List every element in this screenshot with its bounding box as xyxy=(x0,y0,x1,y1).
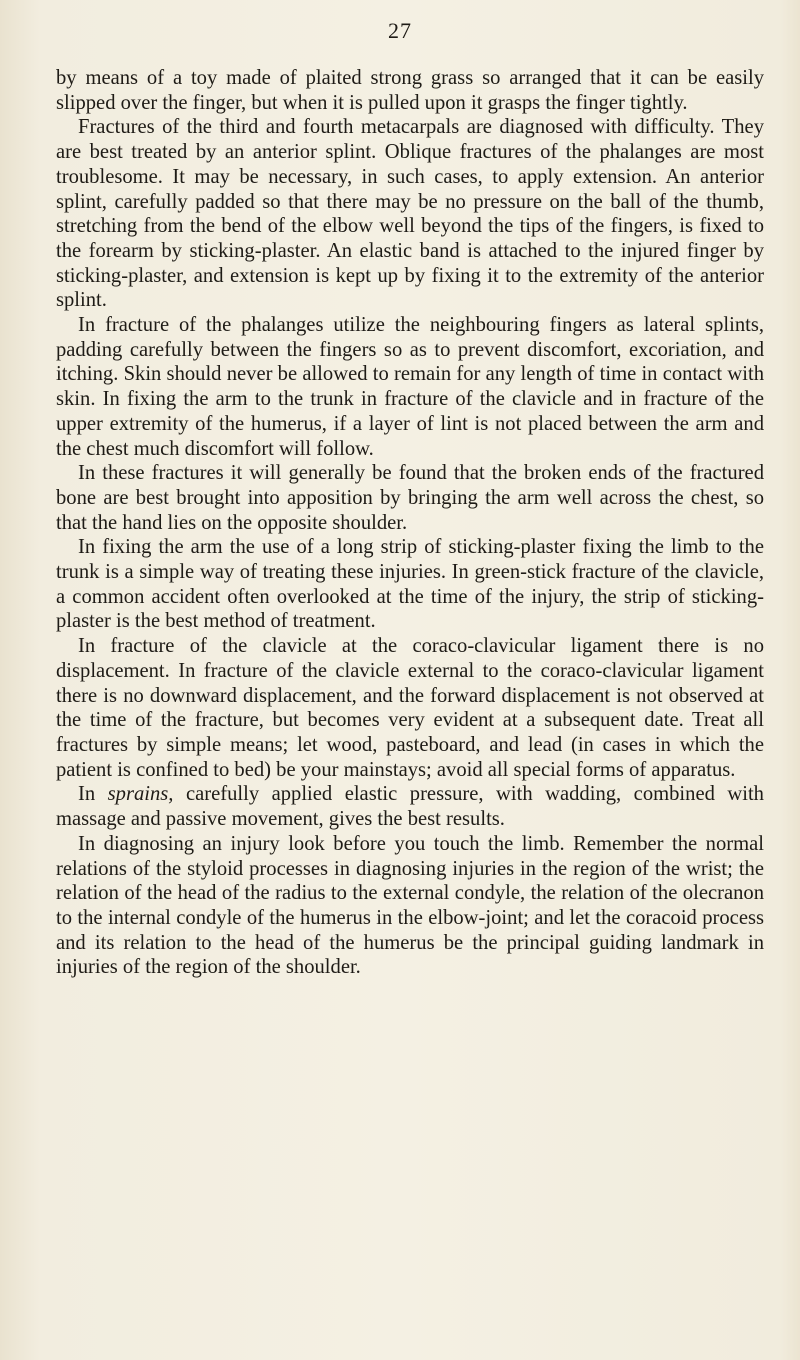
paragraph-diagnosing: In diagnosing an injury look before you touch the limb. Remember the normal relations of the styloid processes in diagnosing injuries in the region of the wrist; the relation of the head of the radius to the external condyle, the relation of the olecranon to the internal condyle of the humerus in the elbow-joint; and let the coracoid process and its relation to the head of the humerus be the principal guiding landmark in injuries of the region of the shoulder. xyxy=(56,832,764,979)
page-number: 27 xyxy=(388,18,412,43)
paragraph-apposition: In these fractures it will generally be found that the broken ends of the fractured bone are best brought into apposition by bringing the arm well across the chest, so that the hand lies on the opposite shoulder. xyxy=(56,462,764,534)
sprains-emphasis: sprains, xyxy=(107,783,174,806)
paragraph-continuation: by means of a toy made of plaited strong grass so arranged that it can be easily slipped over the finger, but when it is pulled upon it grasps the finger tightly. xyxy=(56,67,764,114)
paragraph-sticking-plaster: In fixing the arm the use of a long strip of sticking-plaster fixing the limb to the trunk is a simple way of treating these injuries. In green-stick fracture of the clavicle, a common accident often overlooked at the time of the injury, the strip of sticking-plaster is the best method of treatment. xyxy=(56,536,764,633)
sprains-lead: In xyxy=(78,783,96,806)
sprains-rest: carefully applied elastic pressure, with wadding, combined with massage and passive movement, gives the best results. xyxy=(56,783,764,831)
paragraph-metacarpal-fractures: Fractures of the third and fourth metacarpals are diagnosed with difficulty. They are best treated by an anterior splint. Oblique fractures of the phalanges are most troublesome. It may be necessary, in such cases, to apply extension. An anterior splint, carefully padded so that there may be no pressure on the ball of the thumb, stretching from the bend of the elbow well beyond the tips of the fingers, is fixed to the forearm by sticking-plaster. An elastic band is attached to the injured finger by sticking-plaster, and extension is kept up by fixing it to the extremity of the anterior splint. xyxy=(56,116,764,312)
paragraph-clavicle-fractures: In fracture of the clavicle at the coraco-clavicular ligament there is no displacement. In fracture of the clavicle external to the coraco-clavicular ligament there is no downward displacement, and the forward displacement is not observed at the time of the fracture, but becomes very evident at a subsequent date. Treat all fractures by simple means; let wood, pasteboard, and lead (in cases in which the patient is confined to bed) be your mainstays; avoid all special forms of apparatus. xyxy=(56,635,764,781)
paragraph-sprains xyxy=(56,782,764,831)
body-text xyxy=(56,66,764,980)
paragraph-phalanges-fractures: In fracture of the phalanges utilize the neighbouring fingers as lateral splints, padding carefully between the fingers so as to prevent discomfort, excoriation, and itching. Skin should never be allowed to remain for any length of time in contact with skin. In fixing the arm to the trunk in fracture of the clavicle and in fracture of the upper extremity of the humerus, if a layer of lint is not placed between the arm and the chest much discomfort will follow. xyxy=(56,314,764,460)
